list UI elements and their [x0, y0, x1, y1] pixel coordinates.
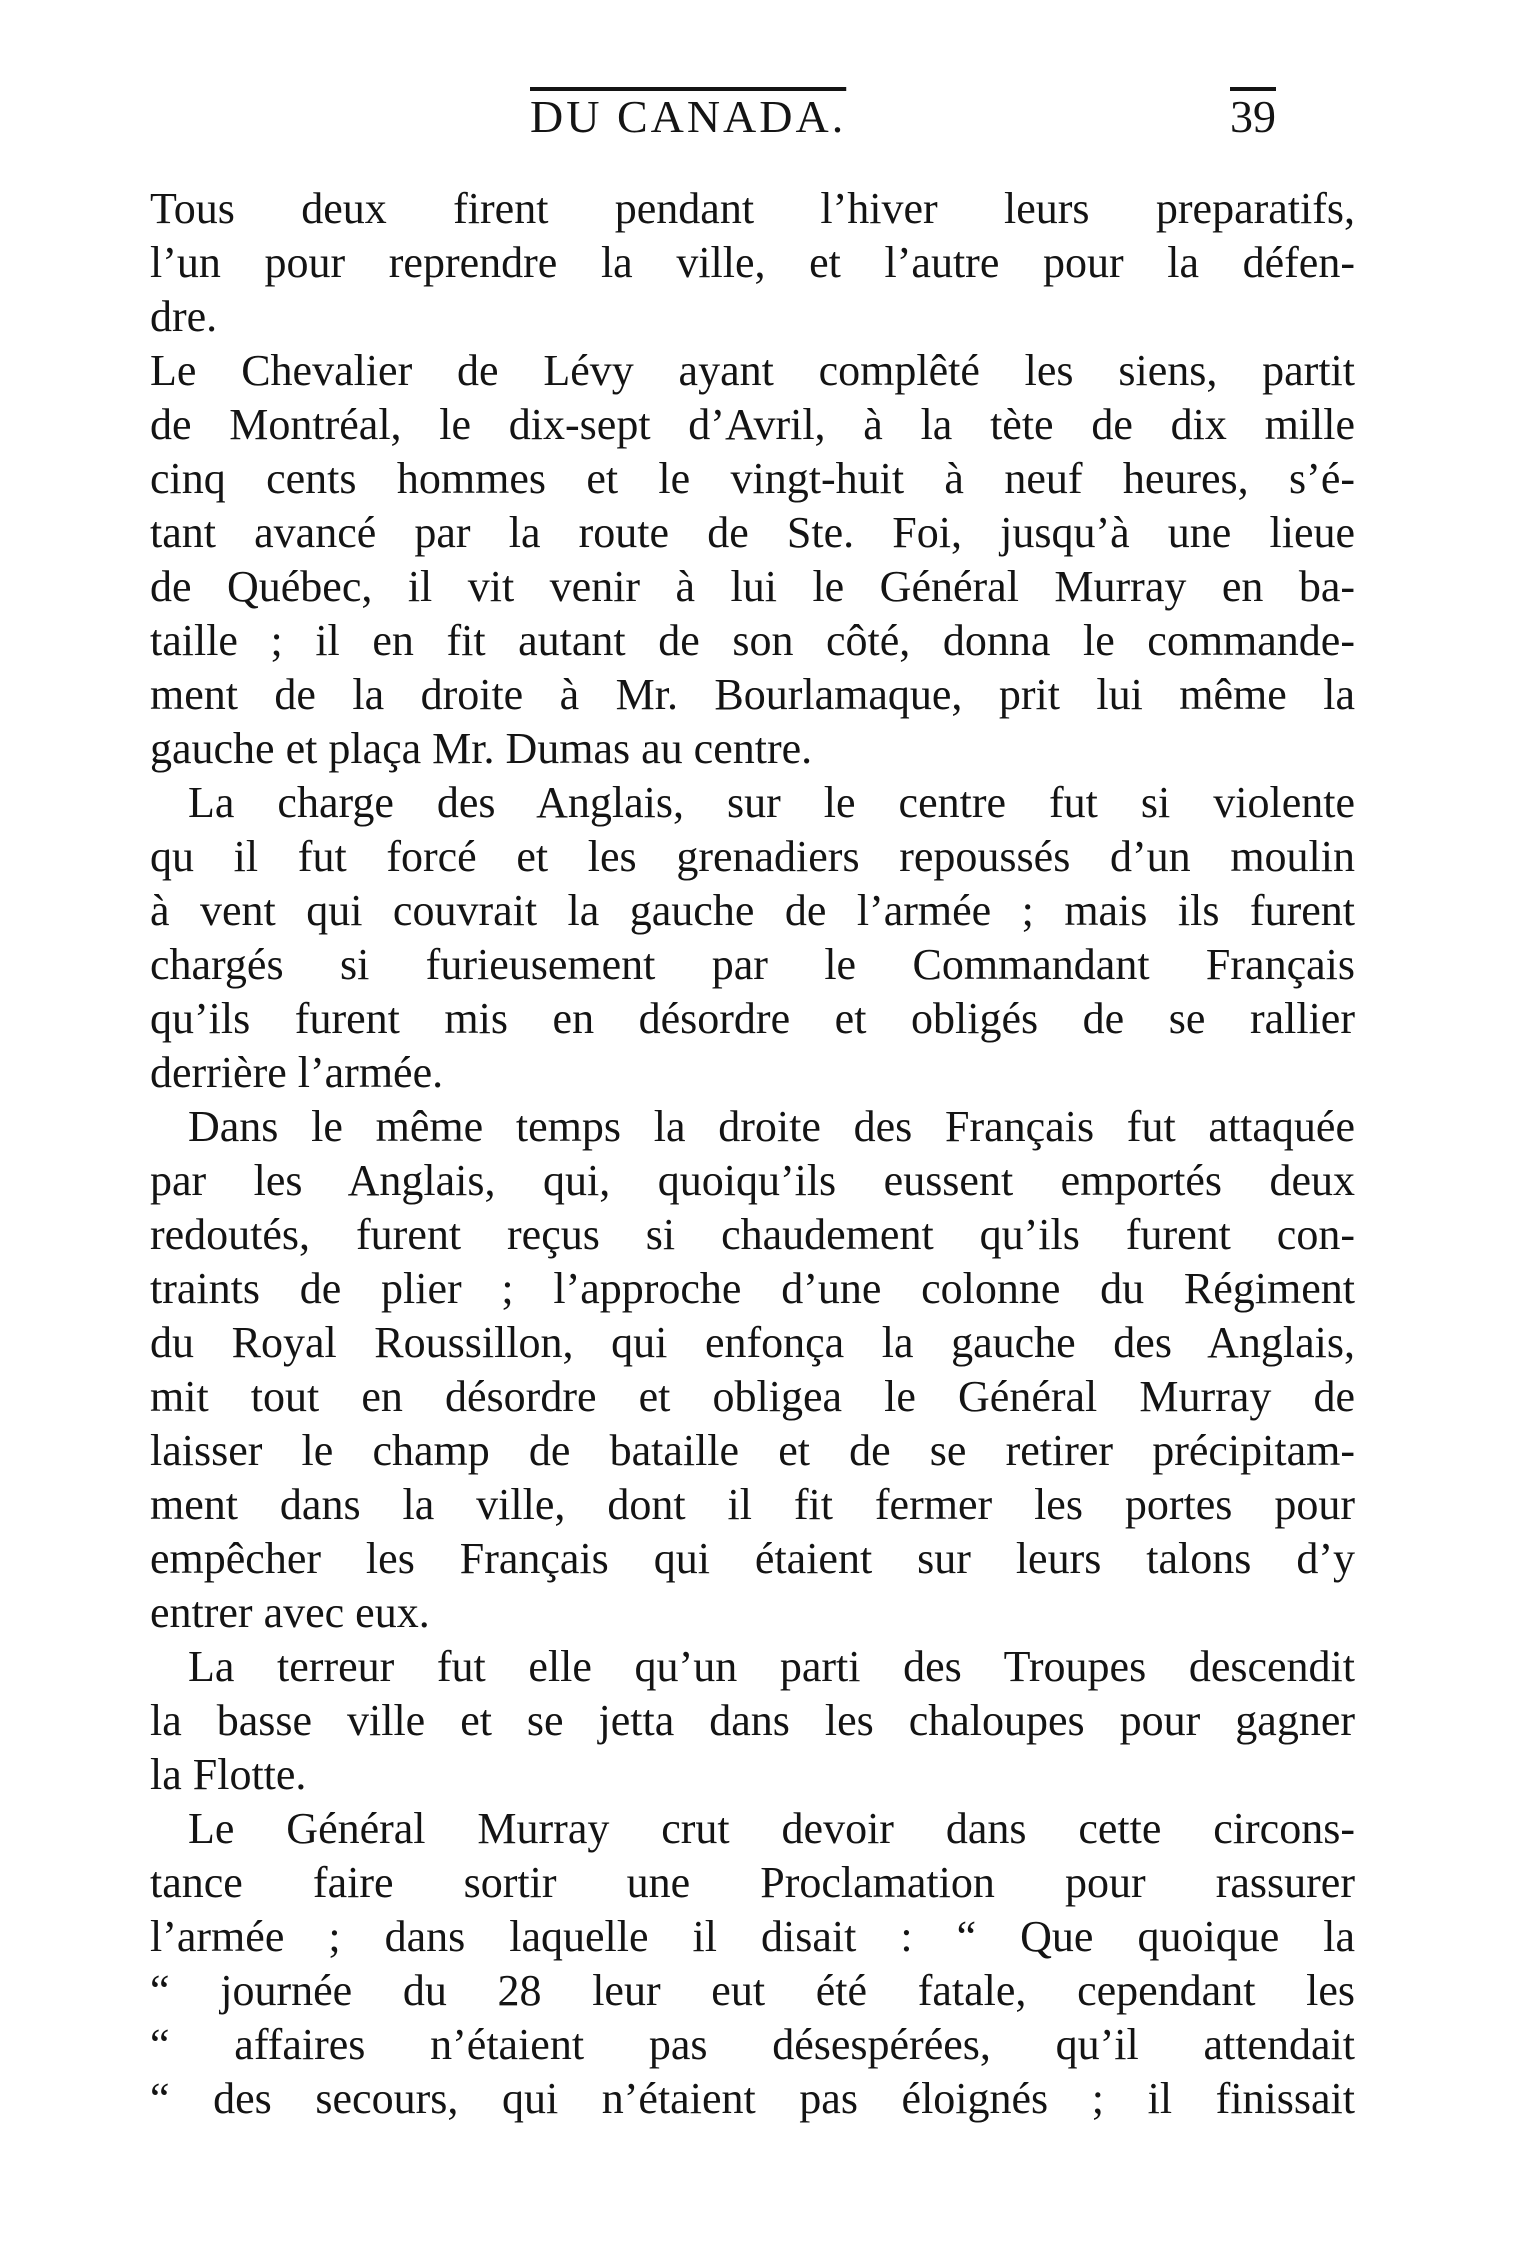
text-line: redoutés, furent reçus si chaudement qu’ils furent con-: [150, 1210, 1355, 1259]
text-line: Le Chevalier de Lévy ayant complêté les siens, partit: [150, 346, 1355, 395]
text-line: traints de plier ; l’approche d’une colonne du Régiment: [150, 1264, 1355, 1313]
text-line: derrière l’armée.: [150, 1048, 444, 1097]
text-line: dre.: [150, 292, 218, 341]
text-line: par les Anglais, qui, quoiqu’ils eussent emportés deux: [150, 1156, 1355, 1205]
text-line: qu’ils furent mis en désordre et obligés de se rallier: [150, 994, 1355, 1043]
paragraph-5: [150, 1640, 1355, 1802]
paragraph-2: [150, 344, 1355, 776]
text-line: de Québec, il vit venir à lui le Général Murray en ba-: [150, 562, 1355, 611]
text-line: ment dans la ville, dont il fit fermer les portes pour: [150, 1480, 1355, 1529]
running-head: [0, 92, 1522, 142]
text-line: la basse ville et se jetta dans les chaloupes pour gagner: [150, 1696, 1355, 1745]
text-line: “ des secours, qui n’étaient pas éloignés ; il finissait: [150, 2074, 1355, 2123]
text-line: entrer avec eux.: [150, 1588, 430, 1637]
text-line: qu il fut forcé et les grenadiers repoussés d’un moulin: [150, 832, 1355, 881]
text-line: “ affaires n’étaient pas désespérées, qu’il attendait: [150, 2020, 1355, 2069]
text-line: Dans le même temps la droite des Français fut attaquée: [188, 1102, 1355, 1151]
text-line: Le Général Murray crut devoir dans cette circons-: [188, 1804, 1355, 1853]
text-line: laisser le champ de bataille et de se retirer précipitam-: [150, 1426, 1355, 1475]
text-line: tance faire sortir une Proclamation pour rassurer: [150, 1858, 1355, 1907]
text-line: la Flotte.: [150, 1750, 307, 1799]
text-line: du Royal Roussillon, qui enfonça la gauche des Anglais,: [150, 1318, 1355, 1367]
paragraph-1: [150, 182, 1355, 344]
text-line: ment de la droite à Mr. Bourlamaque, prit lui même la: [150, 670, 1355, 719]
paragraph-6: [150, 1802, 1355, 2126]
text-line: taille ; il en fit autant de son côté, donna le commande-: [150, 616, 1355, 665]
page-number: 39: [1230, 91, 1276, 142]
text-line: de Montréal, le dix-sept d’Avril, à la tète de dix mille: [150, 400, 1355, 449]
text-line: La terreur fut elle qu’un parti des Troupes descendit: [188, 1642, 1355, 1691]
body-text: [150, 182, 1355, 2126]
text-line: “ journée du 28 leur eut été fatale, cependant les: [150, 1966, 1355, 2015]
paragraph-4: [150, 1100, 1355, 1640]
paragraph-3: [150, 776, 1355, 1100]
running-title: DU CANADA.: [530, 91, 847, 142]
text-line: à vent qui couvrait la gauche de l’armée ; mais ils furent: [150, 886, 1355, 935]
text-line: l’armée ; dans laquelle il disait : “ Que quoique la: [150, 1912, 1355, 1961]
text-line: tant avancé par la route de Ste. Foi, jusqu’à une lieue: [150, 508, 1355, 557]
text-line: chargés si furieusement par le Commandant Français: [150, 940, 1355, 989]
text-line: Tous deux firent pendant l’hiver leurs preparatifs,: [150, 184, 1355, 233]
text-line: gauche et plaça Mr. Dumas au centre.: [150, 724, 813, 773]
text-line: cinq cents hommes et le vingt-huit à neuf heures, s’é-: [150, 454, 1355, 503]
text-line: La charge des Anglais, sur le centre fut si violente: [188, 778, 1355, 827]
text-line: empêcher les Français qui étaient sur leurs talons d’y: [150, 1534, 1355, 1583]
text-line: l’un pour reprendre la ville, et l’autre pour la défen-: [150, 238, 1355, 287]
text-line: mit tout en désordre et obligea le Général Murray de: [150, 1372, 1355, 1421]
